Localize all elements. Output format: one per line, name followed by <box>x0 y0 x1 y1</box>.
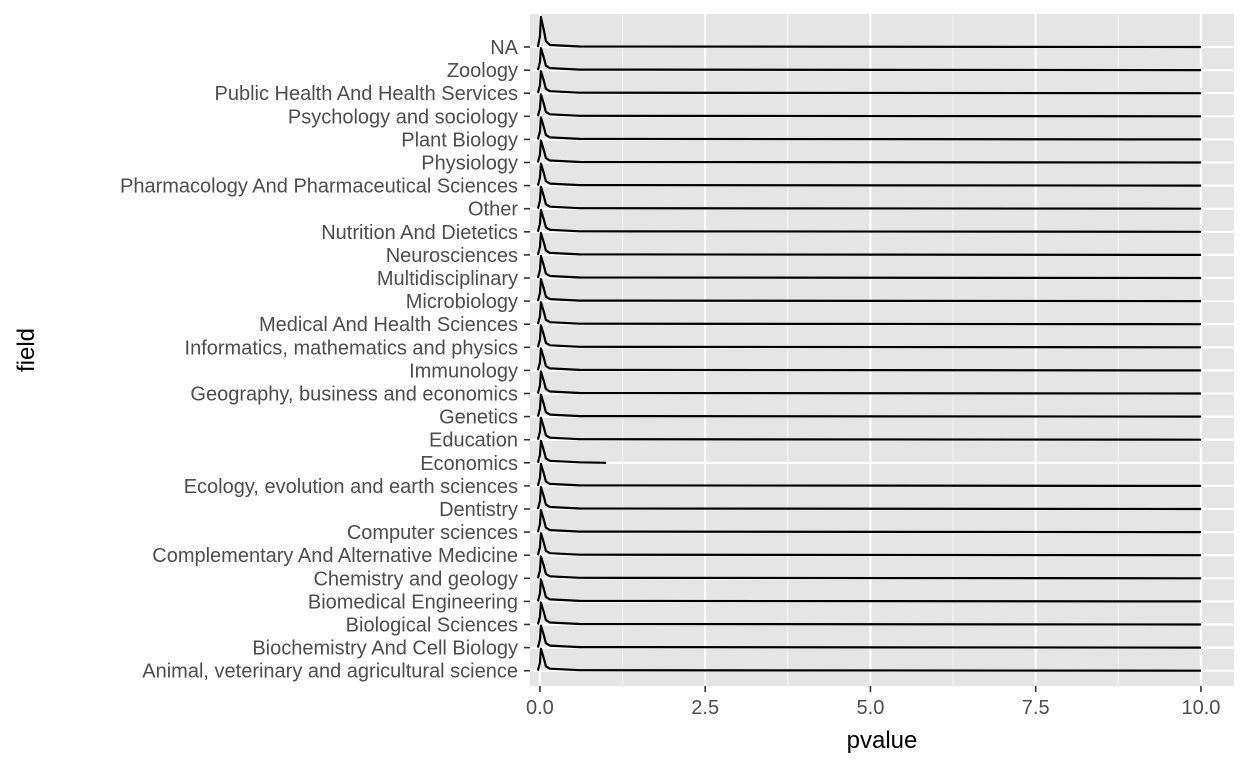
y-tick-label: Multidisciplinary <box>376 268 518 290</box>
y-tick-label: Computer sciences <box>346 522 518 545</box>
y-axis-title: field <box>13 327 40 373</box>
y-tick-label: NA <box>490 37 518 59</box>
y-tick-label: Psychology and sociology <box>287 106 518 129</box>
y-tick-label: Economics <box>420 452 518 475</box>
y-tick-label: Physiology <box>421 152 518 175</box>
y-axis <box>120 37 530 683</box>
y-tick-label: Chemistry and geology <box>313 568 518 591</box>
y-tick-label: Nutrition And Dietetics <box>321 221 518 244</box>
y-tick-label: Biomedical Engineering <box>307 591 518 614</box>
y-tick-label: Geography, business and economics <box>190 383 518 406</box>
x-axis <box>526 686 1220 719</box>
y-tick-label: Biochemistry And Cell Biology <box>252 637 518 660</box>
y-tick-label: Complementary And Alternative Medicine <box>152 545 518 568</box>
y-tick-label: Pharmacology And Pharmaceutical Sciences <box>120 175 518 198</box>
y-tick-label: Dentistry <box>439 499 518 521</box>
y-tick-label: Plant Biology <box>401 129 518 152</box>
y-tick-label: Immunology <box>409 360 518 383</box>
y-tick-label: Medical And Health Sciences <box>258 314 518 337</box>
x-tick-label: 10.0 <box>1181 697 1221 719</box>
x-tick-label: 0.0 <box>526 697 554 719</box>
y-tick-label: Other <box>467 198 518 221</box>
y-tick-label: Public Health And Health Services <box>214 83 518 106</box>
y-tick-label: Genetics <box>439 406 518 429</box>
x-axis-title: pvalue <box>846 727 918 754</box>
x-tick-label: 7.5 <box>1021 697 1050 719</box>
y-tick-label: Ecology, evolution and earth sciences <box>183 475 518 498</box>
y-tick-label: Zoology <box>446 60 518 83</box>
y-tick-label: Education <box>429 429 518 452</box>
x-tick-label: 5.0 <box>856 697 885 719</box>
y-tick-label: Biological Sciences <box>345 614 518 637</box>
y-tick-label: Microbiology <box>405 291 518 314</box>
x-tick-label: 2.5 <box>691 697 720 719</box>
y-tick-label: Neurosciences <box>385 244 518 267</box>
y-tick-label: Animal, veterinary and agricultural science <box>142 660 518 683</box>
y-tick-label: Informatics, mathematics and physics <box>184 337 518 360</box>
